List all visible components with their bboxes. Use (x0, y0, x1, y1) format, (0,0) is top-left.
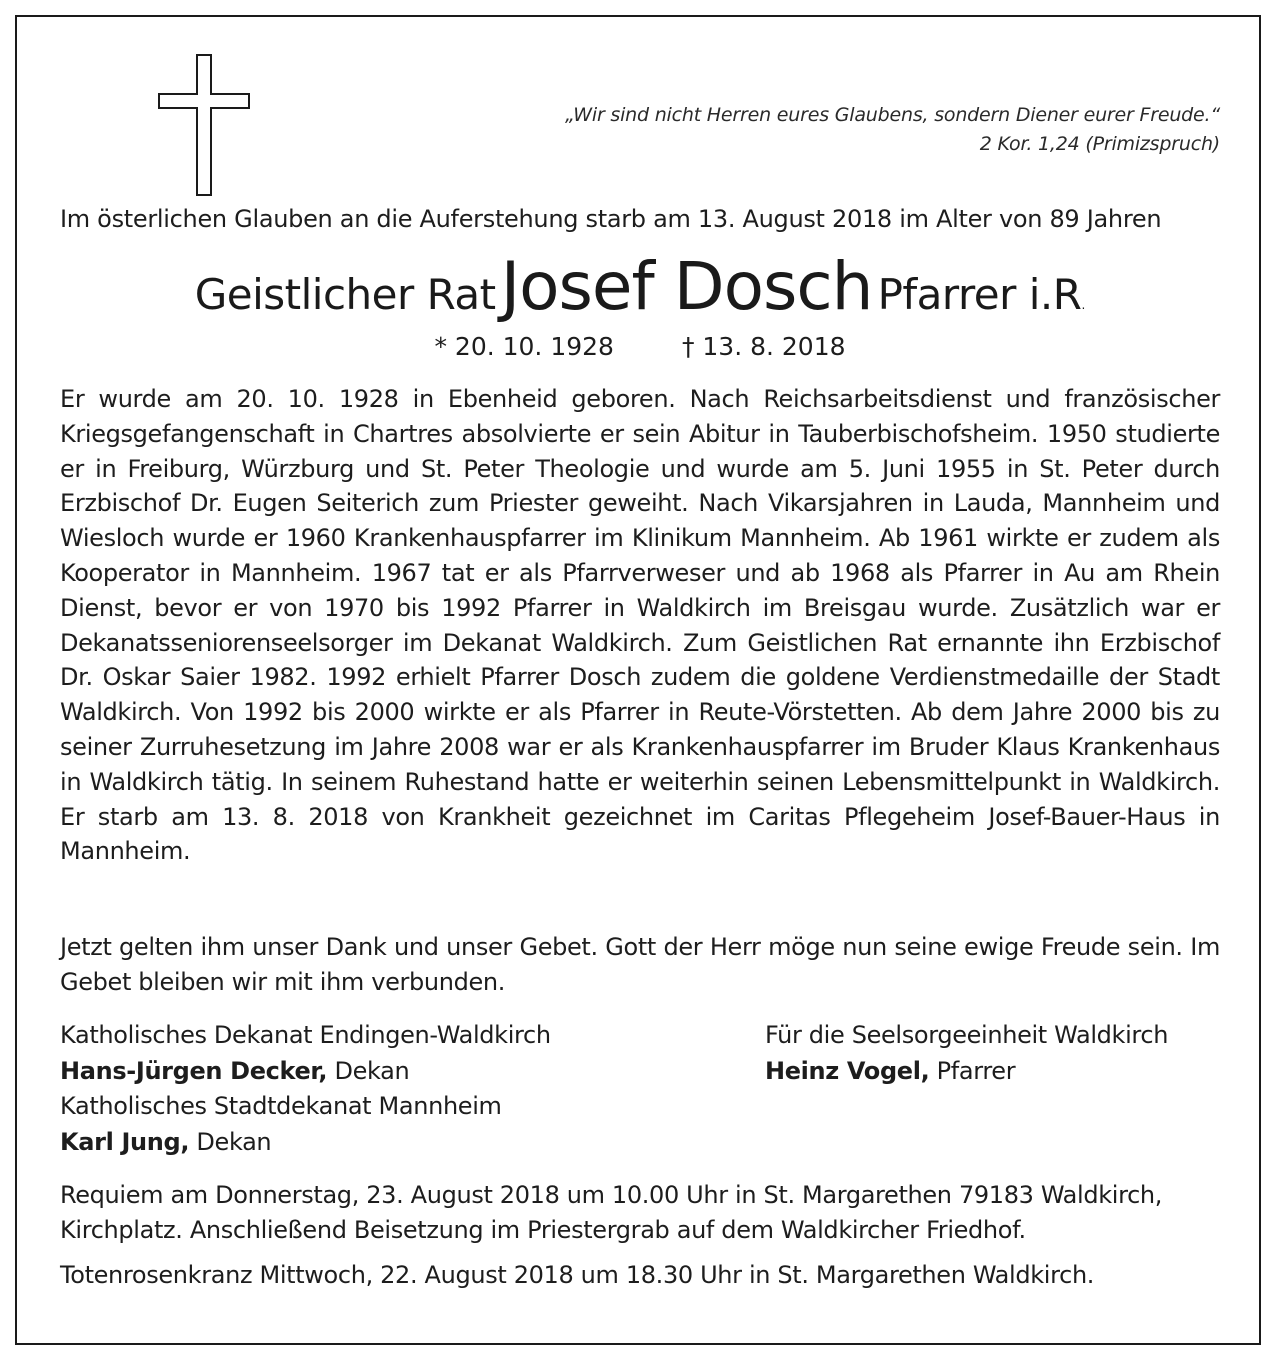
signature-person (60, 1125, 700, 1161)
signature-org: Katholisches Stadtdekanat Mannheim (60, 1092, 502, 1120)
deceased-name (0, 248, 1280, 325)
signature-org: Katholisches Dekanat Endingen-Waldkirch (60, 1021, 551, 1049)
funeral-info: Requiem am Donnerstag, 23. August 2018 um 10.00 Uhr in St. Margarethen 79183 Waldkirch, Kirchplatz. Anschließend Beisetzung im Priestergrab auf dem Waldkircher Friedhof. (60, 1181, 1163, 1244)
scripture-quote (565, 101, 1220, 159)
signature-role: Dekan (327, 1056, 410, 1085)
signature-name: Heinz Vogel, (765, 1056, 930, 1085)
signatures-left (60, 1018, 700, 1160)
biography: Er wurde am 20. 10. 1928 in Ebenheid geboren. Nach Reichsarbeitsdienst und französischer Kriegsgefangenschaft in Chartres absolvierte er sein Abitur in Tauberbischofsheim. 1950 studierte er in Freiburg, Würzburg und St. Peter Theologie und wurde am 5. Juni 1955 in St. Peter durch Erzbischof Dr. Eugen Seiterich zum Priester geweiht. Nach Vikarsjahren in Lauda, Mannheim und Wiesloch wurde er 1960 Krankenhauspfarrer im Klinikum Mannheim. Ab 1961 wirkte er zudem als Kooperator in Mannheim. 1967 tat er als Pfarrverweser und ab 1968 als Pfarrer in Au am Rhein Dienst, bevor er von 1970 bis 1992 Pfarrer in Waldkirch im Breisgau wurde. Zusätzlich war er Dekanatsseniorenseelsorger im Dekanat Waldkirch. Zum Geistlichen Rat ernannte ihn Erzbischof Dr. Oskar Saier 1982. 1992 erhielt Pfarrer Dosch zudem die goldene Verdienstmedaille der Stadt Waldkirch. Von 1992 bis 2000 wirkte er als Pfarrer in Reute-Vörstetten. Ab dem Jahre 2000 bis zu seiner Zurruhesetzung im Jahre 2008 war er als Krankenhauspfarrer im Bruder Klaus Krankenhaus in Waldkirch tätig. In seinem Ruhestand hatte er weiterhin seinen Lebensmittelpunkt in Waldkirch. Er starb am 13. 8. 2018 von Krankheit gezeichnet im Caritas Pflegeheim Josef-Bauer-Haus in Mannheim. (60, 385, 1220, 866)
signatures-right (765, 1018, 1235, 1089)
quote-text: „Wir sind nicht Herren eures Glaubens, sondern Diener eurer Freude.“ (565, 104, 1220, 126)
name-main: Josef Dosch (500, 248, 873, 325)
rosary-info: Totenrosenkranz Mittwoch, 22. August 2018 um 18.30 Uhr in St. Margarethen Waldkirch. (60, 1261, 1095, 1289)
signature-person (765, 1054, 1235, 1090)
death-date: † 13. 8. 2018 (681, 332, 846, 361)
name-suffix: Pfarrer i.R (877, 270, 1082, 319)
closing-text: Jetzt gelten ihm unser Dank und unser Gebet. Gott der Herr möge nun seine ewige Freude sein. Im Gebet bleiben wir mit ihm verbunden. (60, 933, 1220, 996)
quote-source: 2 Kor. 1,24 (Primizspruch) (979, 133, 1220, 155)
cross-icon (158, 54, 250, 196)
signature-person (60, 1054, 700, 1090)
life-dates (0, 329, 1280, 365)
signature-role: Pfarrer (929, 1056, 1016, 1085)
name-suffix-dot: . (1081, 298, 1086, 312)
signature-name: Karl Jung, (60, 1127, 190, 1156)
signature-org: Für die Seelsorgeeinheit Waldkirch (765, 1021, 1169, 1049)
birth-date: * 20. 10. 1928 (434, 332, 614, 361)
intro-line: Im österlichen Glauben an die Auferstehung starb am 13. August 2018 im Alter von 89 Jahren (60, 205, 1162, 233)
signature-role: Dekan (189, 1127, 272, 1156)
name-prefix: Geistlicher Rat (194, 270, 496, 319)
signature-name: Hans-Jürgen Decker, (60, 1056, 328, 1085)
